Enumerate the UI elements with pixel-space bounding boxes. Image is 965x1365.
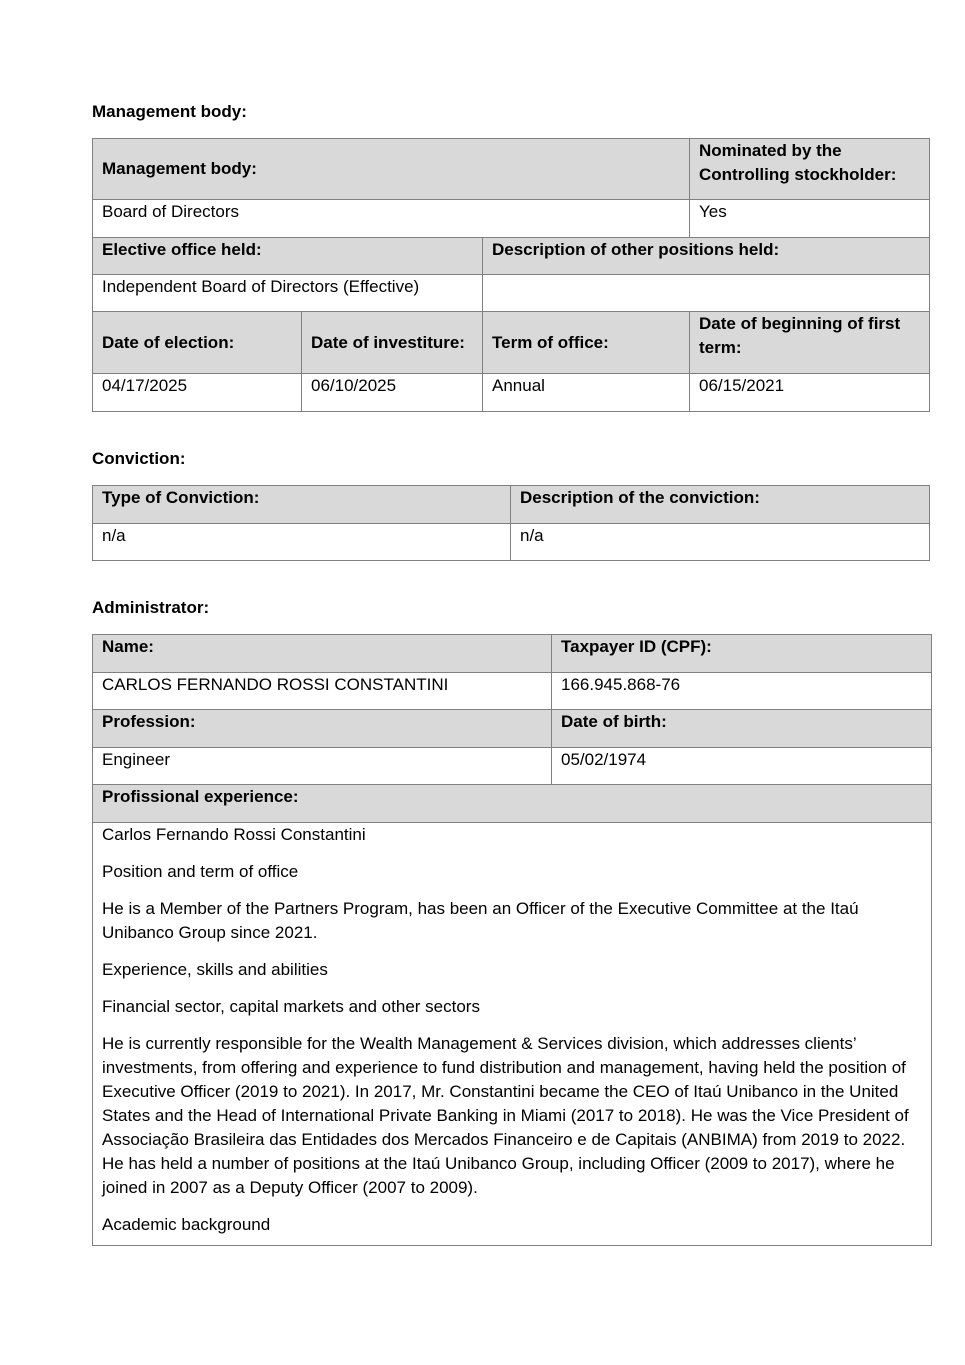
conviction-description-value: n/a [511,524,930,561]
term-label: Term of office: [483,312,690,374]
experience-paragraph: Position and term of office [102,862,299,881]
first-term-label: Date of beginning of first term: [690,312,930,374]
management-table [92,138,930,412]
administrator-table [92,634,932,1246]
elective-office-label: Elective office held: [93,238,483,275]
first-term-value: 06/15/2021 [690,374,930,412]
experience-content [93,823,932,1246]
conviction-section-title: Conviction: [92,449,186,468]
conviction-type-value: n/a [93,524,511,561]
experience-paragraph: Experience, skills and abilities [102,960,328,979]
cpf-label: Taxpayer ID (CPF): [552,635,932,673]
nominated-value: Yes [690,200,930,238]
date-election-value: 04/17/2025 [93,374,302,412]
conviction-description-label: Description of the conviction: [511,486,930,524]
name-label: Name: [93,635,552,673]
conviction-table [92,485,930,561]
other-positions-value [483,275,930,312]
experience-paragraph: He is currently responsible for the Wealth Management & Services division, which addresses clients’ investments, from offering and experience to fund distribution and management, having held the position of Executive Officer (2019 to 2021). In 2017, Mr. Constantini became the CEO of Itaú Unibanco in the United States and the Head of International Private Banking in Miami (2017 to 2018). He was the Vice President of Associação Brasileira das Entidades dos Mercados Financeiro e de Capitais (ANBIMA) from 2019 to 2022. He has held a number of positions at the Itaú Unibanco Group, including Officer (2009 to 2017), where he joined in 2007 as a Deputy Officer (2007 to 2009). [102,1034,909,1197]
other-positions-label: Description of other positions held: [483,238,930,275]
experience-label: Profissional experience: [93,785,932,823]
profession-value: Engineer [93,748,552,785]
experience-paragraph: He is a Member of the Partners Program, has been an Officer of the Executive Committee at the Itaú Unibanco Group since 2021. [102,899,859,942]
dob-value: 05/02/1974 [552,748,932,785]
cpf-value: 166.945.868-76 [552,673,932,710]
profession-label: Profession: [93,710,552,748]
experience-paragraph: Financial sector, capital markets and other sectors [102,997,480,1016]
elective-office-value: Independent Board of Directors (Effective) [93,275,483,312]
date-election-label: Date of election: [93,312,302,374]
dob-label: Date of birth: [552,710,932,748]
management-body-label: Management body: [93,139,690,200]
experience-paragraph: Academic background [102,1215,271,1234]
term-value: Annual [483,374,690,412]
conviction-type-label: Type of Conviction: [93,486,511,524]
experience-paragraph: Carlos Fernando Rossi Constantini [102,825,366,844]
name-value: CARLOS FERNANDO ROSSI CONSTANTINI [93,673,552,710]
administrator-section-title: Administrator: [92,598,210,617]
management-section-title: Management body: [92,102,247,121]
nominated-label: Nominated by the Controlling stockholder: [690,139,930,200]
date-investiture-label: Date of investiture: [302,312,483,374]
management-body-value: Board of Directors [93,200,690,238]
date-investiture-value: 06/10/2025 [302,374,483,412]
